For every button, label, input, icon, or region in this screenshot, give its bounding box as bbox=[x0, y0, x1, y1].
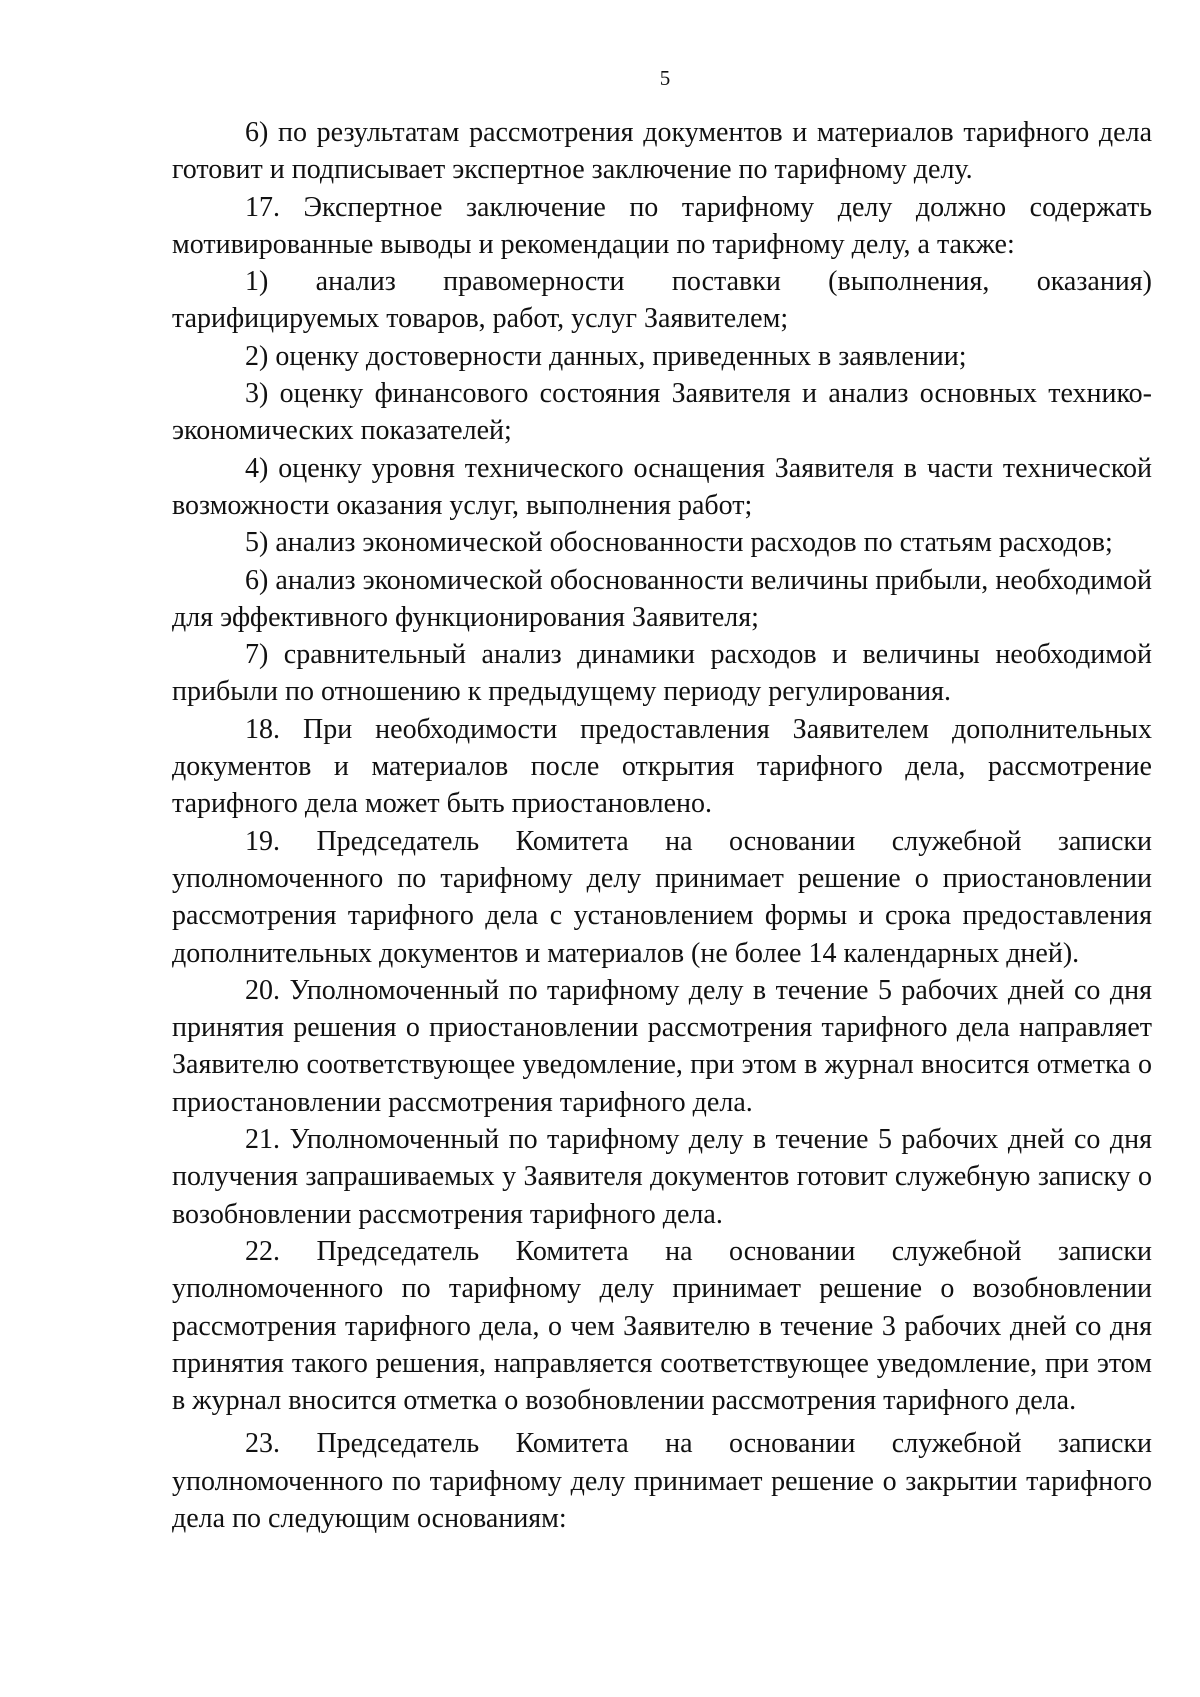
paragraph-item-5-expense-analysis: 5) анализ экономической обоснованности расходов по статьям расходов; bbox=[245, 527, 1113, 559]
page-number: 5 bbox=[659, 66, 671, 90]
paragraph-19-suspension-decision: 19. Председатель Комитета на основании служебной записки уполномоченного по тарифному делу принимает решение о приостановлении рассмотрения тарифного дела с установлением формы и срока предоставления дополнительных документов и материалов (не более 14 календарных дней). bbox=[172, 825, 1152, 969]
document-body bbox=[172, 114, 1152, 1537]
paragraph-22-resumption-decision: 22. Председатель Комитета на основании служебной записки уполномоченного по тарифному делу принимает решение о возобновлении рассмотрения тарифного дела, о чем Заявителю в течение 3 рабочих дней со дня принятия такого решения, направляется соответствующее уведомление, при этом в журнал вносится отметка о возобновлении рассмотрения тарифного дела. bbox=[172, 1235, 1152, 1417]
paragraph-item-7-comparative-analysis: 7) сравнительный анализ динамики расходов и величины необходимой прибыли по отношению к предыдущему периоду регулирования. bbox=[172, 639, 1152, 708]
paragraph-item-2-data-reliability: 2) оценку достоверности данных, приведенных в заявлении; bbox=[245, 340, 967, 372]
paragraph-item-3-financial-condition: 3) оценку финансового состояния Заявителя и анализ основных технико-экономических показателей; bbox=[172, 378, 1152, 447]
paragraph-20-suspension-notice: 20. Уполномоченный по тарифному делу в течение 5 рабочих дней со дня принятия решения о приостановлении рассмотрения тарифного дела направляет Заявителю соответствующее уведомление, при этом в журнал вносится отметка о приостановлении рассмотрения тарифного дела. bbox=[172, 974, 1152, 1118]
paragraph-item-6-profit-analysis: 6) анализ экономической обоснованности величины прибыли, необходимой для эффективного функционирования Заявителя; bbox=[172, 564, 1152, 633]
paragraph-21-resumption-memo: 21. Уполномоченный по тарифному делу в течение 5 рабочих дней со дня получения запрашиваемых у Заявителя документов готовит служебную записку о возобновлении рассмотрения тарифного дела. bbox=[172, 1124, 1152, 1230]
paragraph-item-4-technical-equipment: 4) оценку уровня технического оснащения Заявителя в части технической возможности оказания услуг, выполнения работ; bbox=[172, 452, 1152, 521]
paragraph-item-6-expert-conclusion: 6) по результатам рассмотрения документов и материалов тарифного дела готовит и подписывает экспертное заключение по тарифному делу. bbox=[172, 117, 1152, 186]
paragraph-18-suspension-possible: 18. При необходимости предоставления Заявителем дополнительных документов и материалов после открытия тарифного дела, рассмотрение тарифного дела может быть приостановлено. bbox=[172, 713, 1152, 820]
paragraph-23-closure-decision: 23. Председатель Комитета на основании служебной записки уполномоченного по тарифному делу принимает решение о закрытии тарифного дела по следующим основаниям: bbox=[172, 1428, 1152, 1534]
paragraph-item-1-legality-analysis: 1) анализ правомерности поставки (выполнения, оказания) тарифицируемых товаров, работ, услуг Заявителем; bbox=[172, 266, 1152, 335]
paragraph-17-expert-conclusion-content: 17. Экспертное заключение по тарифному делу должно содержать мотивированные выводы и рекомендации по тарифному делу, а также: bbox=[172, 191, 1152, 260]
